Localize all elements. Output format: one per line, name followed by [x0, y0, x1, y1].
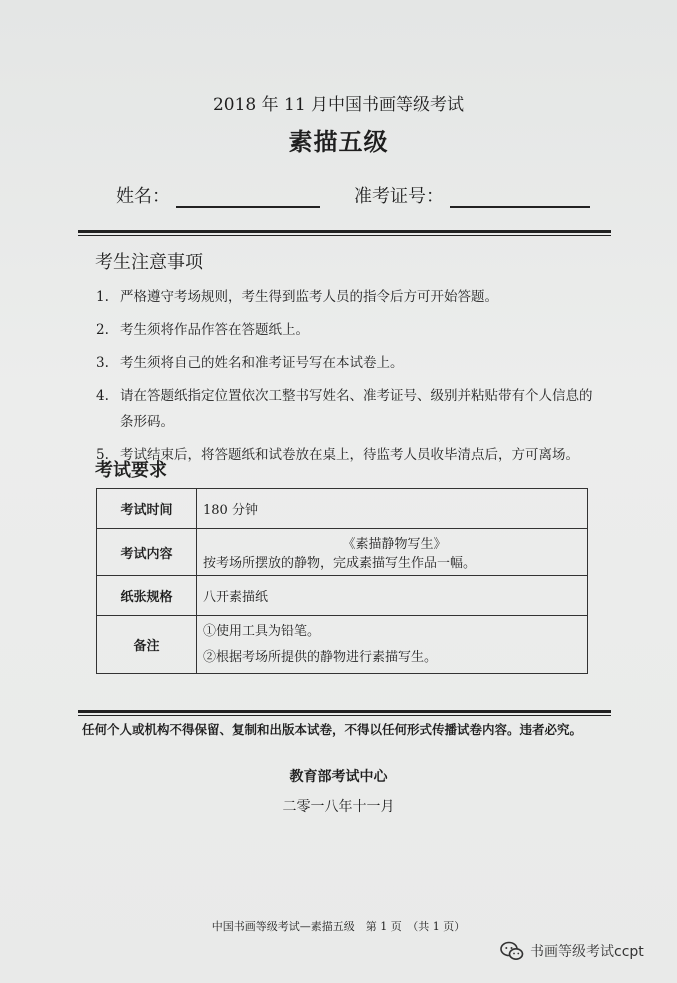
- table-row: [97, 576, 588, 616]
- requirements-heading: 考试要求: [95, 460, 167, 481]
- watermark-text: 书画等级考试ccpt: [530, 944, 644, 960]
- table-cell-line: ②根据考场所提供的静物进行素描写生。: [203, 649, 438, 665]
- table-row-value: [197, 576, 588, 616]
- table-row: [97, 529, 588, 576]
- table-row-label: 备注: [97, 616, 197, 674]
- list-item-text: 请在答题纸指定位置依次工整书写姓名、准考证号、级别并粘贴带有个人信息的条形码。: [120, 388, 593, 430]
- exam-title: 2018 年 11 月中国书画等级考试: [212, 95, 465, 115]
- wechat-icon: [500, 941, 524, 961]
- list-item-text: 考试结束后，将答题纸和试卷放在桌上，待监考人员收毕清点后，方可离场。: [120, 447, 579, 463]
- name-blank-line: [176, 206, 320, 208]
- list-item-number: 5.: [96, 447, 109, 463]
- table-row-value: [197, 616, 588, 674]
- list-item: [96, 317, 596, 343]
- name-label: 姓名：: [116, 186, 170, 207]
- list-item-text: 考生须将作品作答在答题纸上。: [120, 322, 309, 338]
- list-item: [96, 442, 596, 468]
- list-item-text: 考生须将自己的姓名和准考证号写在本试卷上。: [120, 355, 404, 371]
- table-row: [97, 616, 588, 674]
- table-row-label: 考试时间: [97, 489, 197, 529]
- exam-level-title: 素描五级: [288, 127, 389, 156]
- list-item: [96, 284, 596, 310]
- bottom-divider: [78, 710, 611, 716]
- watermark: [500, 941, 644, 961]
- exam-id-label: 准考证号：: [354, 186, 444, 207]
- list-item: [96, 350, 596, 376]
- list-item: [96, 383, 596, 435]
- table-cell-line: 按考场所摆放的静物，完成素描写生作品一幅。: [203, 556, 477, 571]
- table-row-label: 考试内容: [97, 529, 197, 576]
- list-item-text: 严格遵守考场规则，考生得到监考人员的指令后方可开始答题。: [120, 289, 498, 305]
- table-row-value: [197, 489, 588, 529]
- list-item-number: 3.: [96, 355, 109, 371]
- table-cell-line: 《素描静物写生》: [342, 537, 447, 552]
- top-divider: [78, 230, 611, 236]
- page-footer: 中国书画等级考试—素描五级 第 1 页 （共 1 页）: [211, 920, 466, 933]
- exam-id-field: [354, 182, 590, 208]
- issuer: 教育部考试中心: [289, 769, 388, 785]
- table-row-label: 纸张规格: [97, 576, 197, 616]
- table-cell-line: 八开素描纸: [203, 590, 269, 605]
- copyright-warning: 任何个人或机构不得保留、复制和出版本试卷，不得以任何形式传播试卷内容。违者必究。: [82, 722, 583, 737]
- notices-list: [96, 284, 596, 479]
- list-item-number: 1.: [96, 289, 109, 305]
- table-cell-line: 180 分钟: [203, 503, 258, 518]
- table-row-value: [197, 529, 588, 576]
- list-item-number: 2.: [96, 322, 109, 338]
- requirements-table: [96, 488, 588, 674]
- exam-id-blank-line: [450, 206, 590, 208]
- notices-heading: 考生注意事项: [95, 252, 203, 273]
- issue-date: 二零一八年十一月: [282, 799, 395, 815]
- table-cell-line: ①使用工具为铅笔。: [203, 623, 321, 639]
- table-row: [97, 489, 588, 529]
- name-field: [116, 182, 320, 208]
- list-item-number: 4.: [96, 388, 109, 404]
